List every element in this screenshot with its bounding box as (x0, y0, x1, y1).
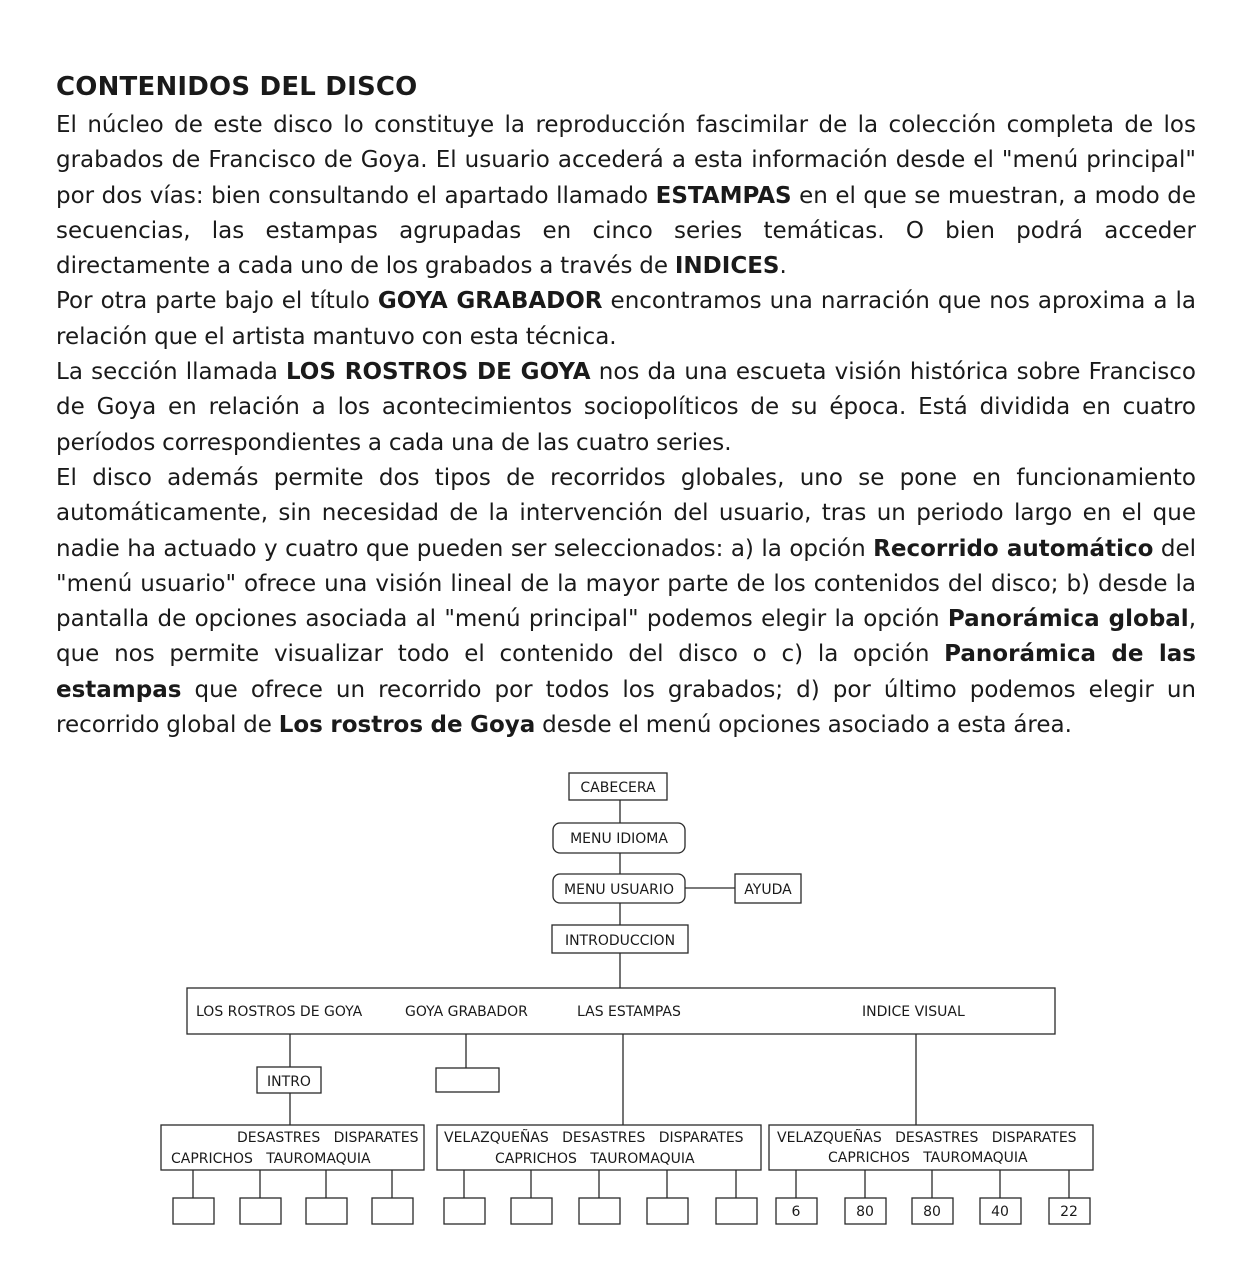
leaf-box (579, 1198, 620, 1224)
node-label: MENU IDIOMA (570, 831, 668, 847)
bold-term-panoramica-global: Panorámica global (947, 606, 1189, 633)
leaf-box (647, 1198, 688, 1224)
leaf-count: 22 (1060, 1204, 1078, 1220)
group-line-1: DESASTRES DISPARATES (237, 1130, 419, 1146)
bold-term-goya-grabador: GOYA GRABADOR (377, 288, 603, 315)
leaf-box (306, 1198, 347, 1224)
text-run: El núcleo de este disco lo constituye la reproducción fascimilar de la colección completa de los grabados de Francisco de Goya. El usuario accederá a esta información desde el "menú principal" por dos vías: bien consultando el apartado llamado (56, 112, 1196, 209)
bold-term-indices: INDICES (674, 253, 780, 280)
group-line-1: VELAZQUEÑAS DESASTRES DISPARATES (444, 1130, 744, 1146)
bold-term-panoramica-estampas: Panorámica de las estampas (56, 641, 1197, 703)
node-label: INTRODUCCION (564, 933, 676, 949)
text-run: que ofrece un recorrido por todos los grabados; d) por último podemos elegir un recorrido global de (56, 676, 1196, 739)
node-label: CABECERA (580, 780, 656, 796)
node-main-sections (187, 988, 1055, 1034)
text-run: . (779, 253, 787, 280)
text-run: , que nos permite visualizar todo el contenido del disco o c) la opción (56, 606, 1196, 668)
leaf-box (511, 1198, 552, 1224)
node-introduccion (552, 925, 688, 953)
group-line-2: CAPRICHOS TAUROMAQUIA (495, 1151, 695, 1167)
section-label-estampas: LAS ESTAMPAS (577, 1004, 681, 1020)
node-cabecera (569, 773, 667, 800)
group-line-2: CAPRICHOS TAUROMAQUIA (171, 1151, 371, 1167)
leaf-box (372, 1198, 413, 1224)
section-label-grabador: GOYA GRABADOR (405, 1004, 528, 1020)
leaf-box (240, 1198, 281, 1224)
leaf-box (444, 1198, 485, 1224)
text-run: del "menú usuario" ofrece una visión lineal de la mayor parte de los contenidos del disco; b) desde la pantalla de opciones asociada al "menú principal" podemos elegir la opción (56, 535, 1196, 633)
text-run: Por otra parte bajo el título (56, 288, 378, 315)
text-run: nos da una escueta visión histórica sobre Francisco de Goya en relación a los acontecimientos sociopolíticos de su época. Está dividida en cuatro períodos correspondientes a cada una de las cuatro series. (56, 359, 1196, 456)
leaf-row (173, 1198, 1090, 1224)
bold-term-rostros-de-goya: Los rostros de Goya (278, 712, 536, 739)
leaf-count: 80 (923, 1204, 941, 1220)
node-menu-usuario (553, 874, 685, 903)
bold-term-recorrido-automatico: Recorrido automático (873, 535, 1154, 562)
leaf-count: 80 (856, 1204, 874, 1220)
node-label: INTRO (267, 1074, 311, 1090)
node-group-estampas (437, 1125, 761, 1170)
node-group-rostros (161, 1125, 424, 1170)
bold-term-estampas: ESTAMPAS (655, 182, 792, 209)
leaf-box (173, 1198, 214, 1224)
text-run: El disco además permite dos tipos de recorridos globales, uno se pone en funcionamiento automáticamente, sin necesidad de la intervención del usuario, tras un periodo largo en el que nadie ha actuado y cuatro que pueden ser seleccionados: a) la opción (56, 464, 1196, 562)
text-run: en el que se muestran, a modo de secuencias, las estampas agrupadas en cinco series temáticas. O bien podrá acceder directamente a cada uno de los grabados a través de (56, 182, 1196, 280)
text-run: desde el menú opciones asociado a esta área. (535, 712, 1072, 739)
section-label-rostros: LOS ROSTROS DE GOYA (196, 1004, 363, 1020)
leaf-box (716, 1198, 757, 1224)
text-run: La sección llamada (56, 359, 286, 386)
text-run: encontramos una narración que nos aproxima a la relación que el artista mantuvo con esta técnica. (56, 288, 1196, 350)
node-group-indice (769, 1125, 1093, 1170)
node-label: AYUDA (744, 882, 792, 898)
section-label-indice: INDICE VISUAL (862, 1004, 965, 1020)
node-ayuda (735, 874, 801, 903)
section-heading: CONTENIDOS DEL DISCO (56, 72, 418, 102)
node-label: MENU USUARIO (564, 882, 674, 898)
leaf-count: 40 (991, 1204, 1009, 1220)
group-line-1: VELAZQUEÑAS DESASTRES DISPARATES (777, 1130, 1077, 1146)
node-intro (257, 1067, 321, 1093)
bold-term-los-rostros: LOS ROSTROS DE GOYA (285, 359, 591, 386)
node-grabador-empty (436, 1068, 499, 1092)
group-line-2: CAPRICHOS TAUROMAQUIA (828, 1150, 1028, 1166)
leaf-count: 6 (791, 1204, 801, 1220)
node-menu-idioma (553, 823, 685, 853)
